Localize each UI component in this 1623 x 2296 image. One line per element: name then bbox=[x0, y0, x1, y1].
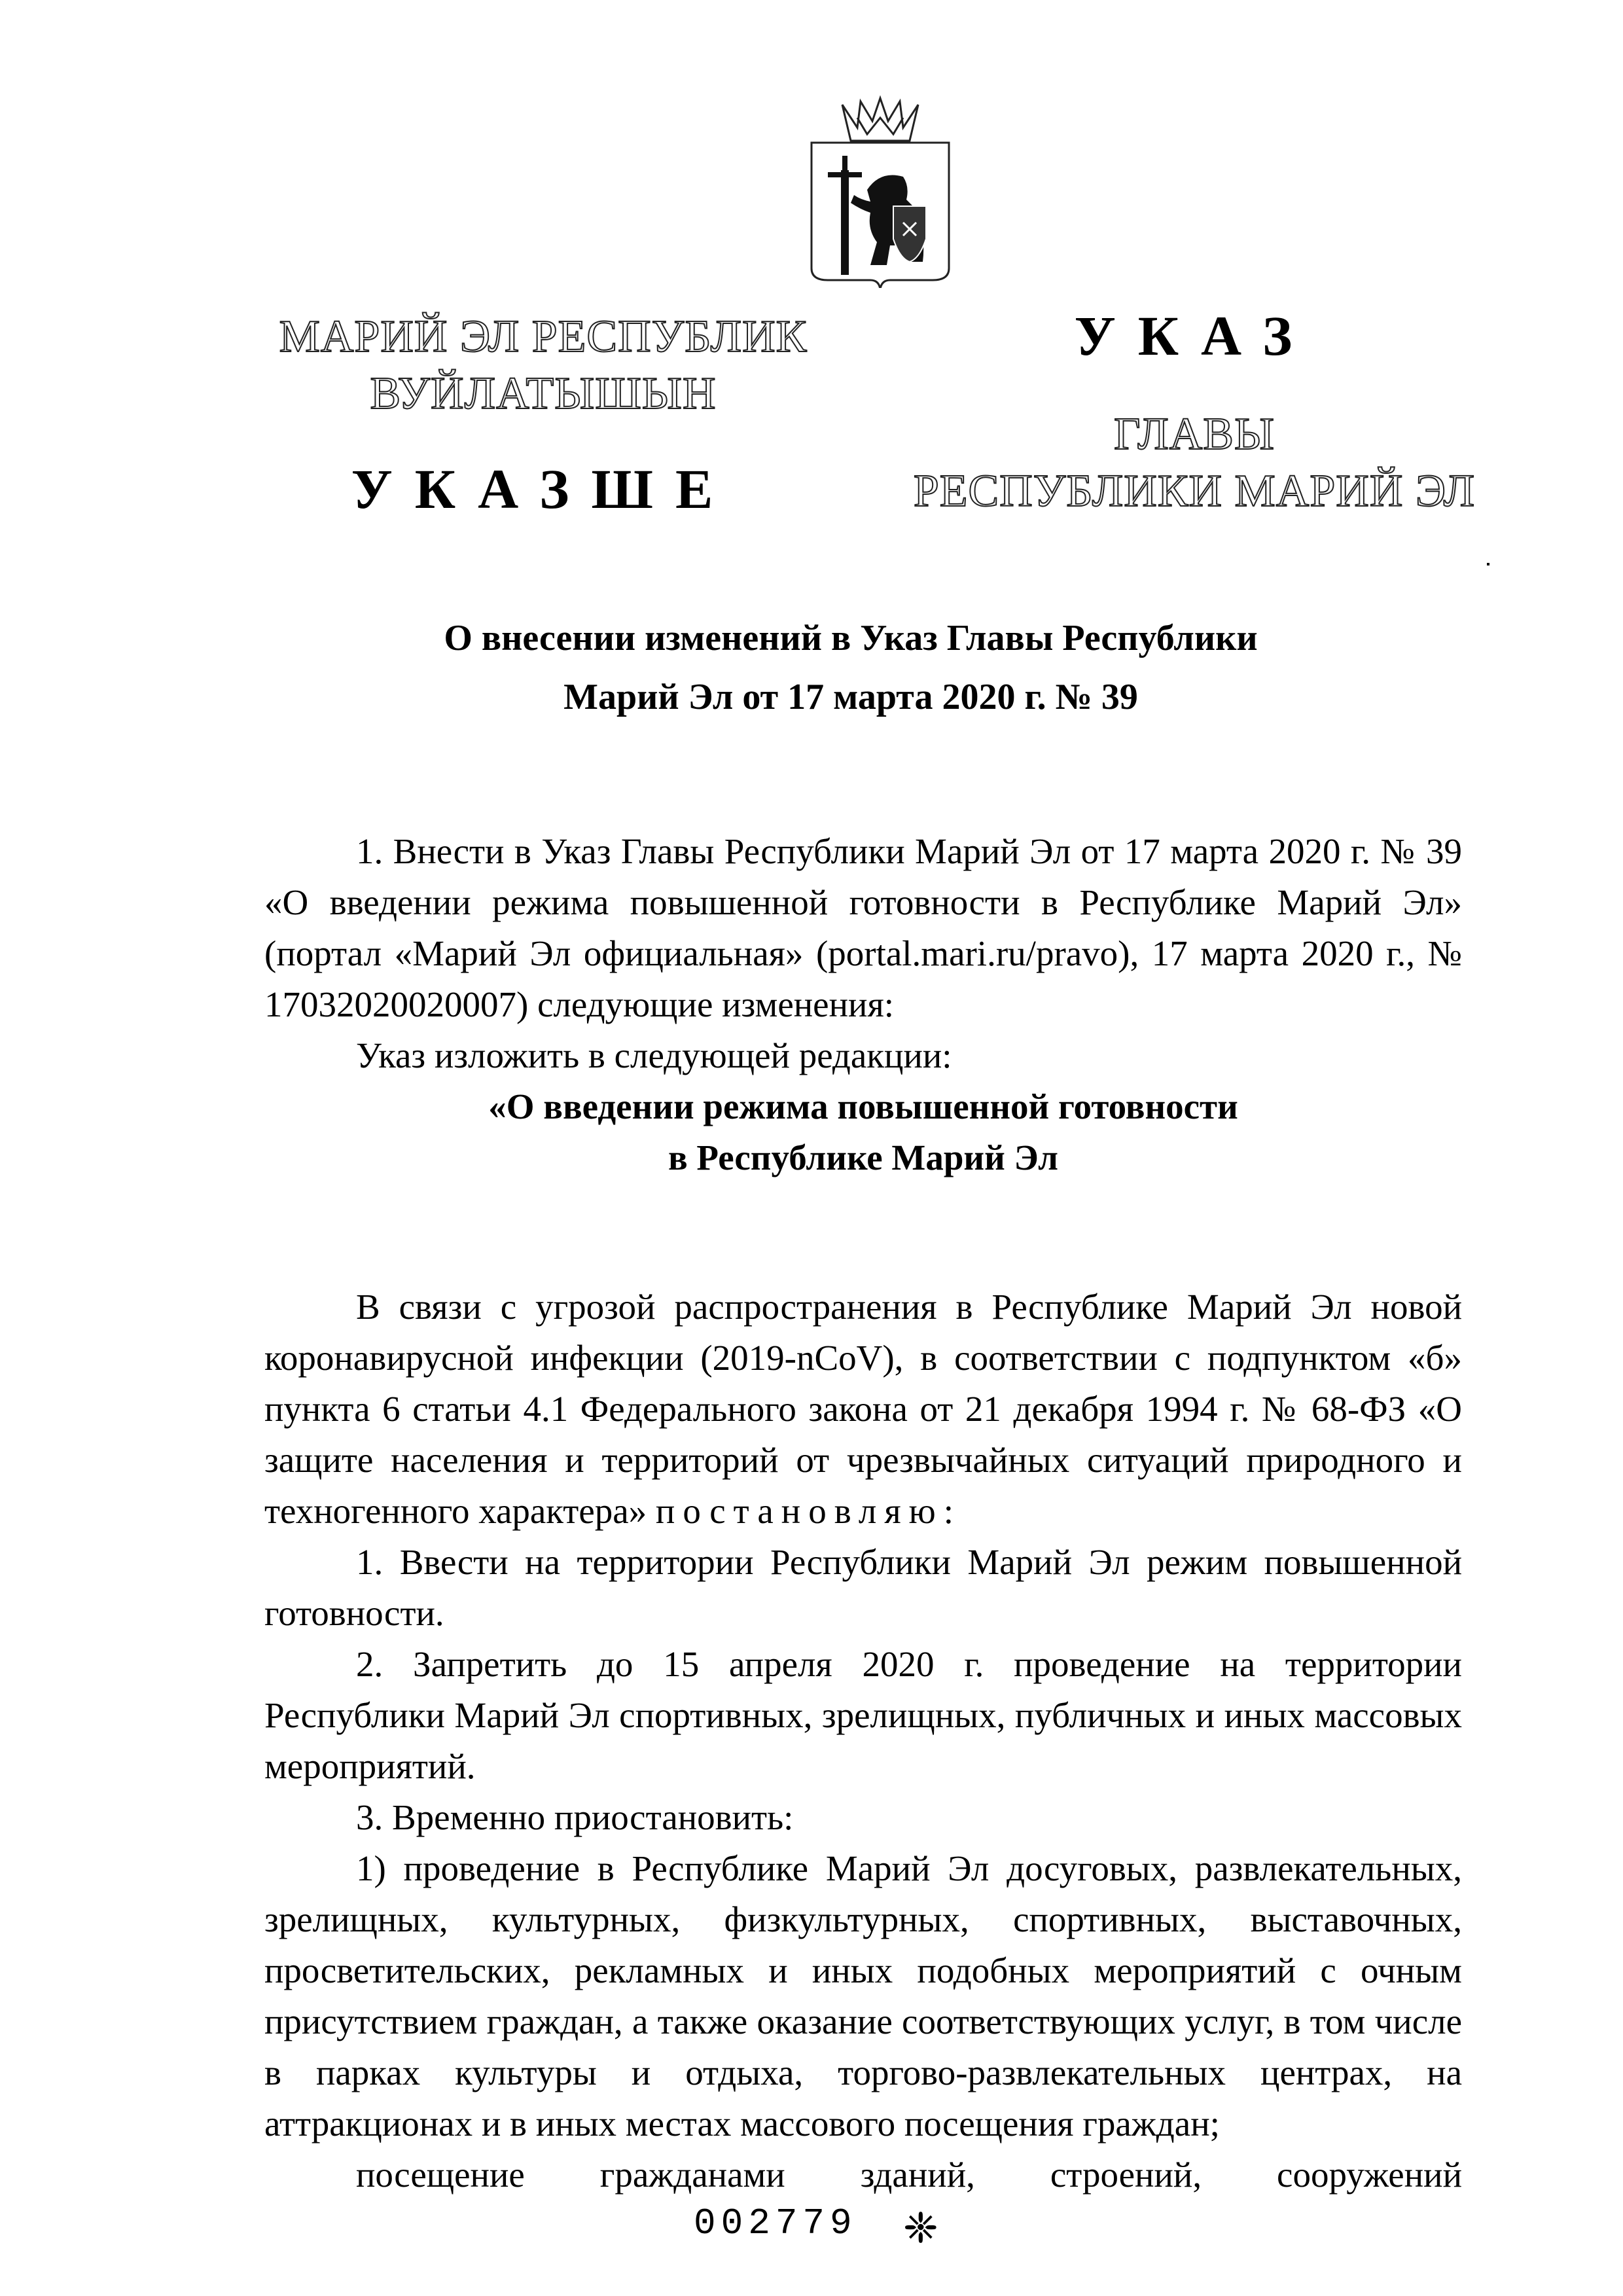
header-left-line1: МАРИЙ ЭЛ РЕСПУБЛИК bbox=[279, 312, 808, 362]
preamble-text: В связи с угрозой распространения в Республике Марий Эл новой коронавирусной инфекции (2019-nCoV), в соответствии с подпунктом «б» пункта 6 статьи 4.1 Федерального закона от 21 декабря 1994 г. № 68-ФЗ «О защите населения и территорий от чрезвычайных ситуаций природного и техногенного характера» bbox=[264, 1287, 1462, 1531]
amendment-paragraph: 1. Внести в Указ Главы Республики Марий Эл от 17 марта 2020 г. № 39 «О введении режима повышенной готовности в Республике Марий Эл» (портал «Марий Эл официальная» (portal.mari.ru/pravo), 17 марта 2020 г., № 17032020020007) следующие изменения: bbox=[264, 831, 1462, 1024]
item-2: 2. Запретить до 15 апреля 2020 г. проведение на территории Республики Марий Эл спортивных, зрелищных, публичных и иных массовых мероприятий. bbox=[264, 1644, 1462, 1786]
item-3-1: 1) проведение в Республике Марий Эл досуговых, развлекательных, зрелищных, культурных, физкультурных, спортивных, выставочных, просветительских, рекламных и иных подобных мероприятий с очным присутствием граждан, а также оказание соответствующих услуг, в том числе в парках культуры и отдыха, торгово-развлекательных центрах, на аттракционах и в иных местах массового посещения граждан; bbox=[264, 1848, 1462, 2144]
new-title-line1: «О введении режима повышенной готовности bbox=[488, 1086, 1238, 1126]
document-title-line1: О внесении изменений в Указ Главы Республики bbox=[444, 618, 1258, 658]
serial-number: 002779 bbox=[694, 2202, 857, 2244]
decree-word: постановляю: bbox=[655, 1491, 962, 1531]
new-title-line2: в Республике Марий Эл bbox=[668, 1138, 1058, 1177]
header-left bbox=[249, 311, 838, 520]
header-left-line2: ВУЙЛАТЫШЫН bbox=[370, 368, 717, 419]
decree-body bbox=[264, 1282, 1462, 2200]
amendment-instruction: Указ изложить в следующей редакции: bbox=[356, 1035, 952, 1075]
item-3-1-continued: посещение гражданами зданий, строений, сооружений bbox=[356, 2155, 1462, 2195]
item-3: 3. Временно приостановить: bbox=[356, 1797, 794, 1837]
ornament-icon: ❈ bbox=[903, 2205, 938, 2251]
amendment-section bbox=[264, 826, 1462, 1183]
header-right-line3: РЕСПУБЛИКИ МАРИЙ ЭЛ bbox=[913, 465, 1476, 516]
document-title-line2: Марий Эл от 17 марта 2020 г. № 39 bbox=[563, 677, 1138, 717]
header-right bbox=[883, 304, 1505, 518]
header-right-line2: ГЛАВЫ bbox=[1114, 409, 1275, 459]
coat-of-arms-icon bbox=[795, 72, 965, 288]
scan-speck bbox=[1487, 563, 1489, 565]
document-title bbox=[393, 609, 1309, 726]
preamble-paragraph bbox=[264, 1282, 1462, 1537]
item-1: 1. Ввести на территории Республики Марий Эл режим повышенной готовности. bbox=[264, 1542, 1462, 1633]
header-right-title: УКАЗ bbox=[1074, 304, 1315, 367]
header-left-title: УКАЗШЕ bbox=[351, 457, 736, 520]
